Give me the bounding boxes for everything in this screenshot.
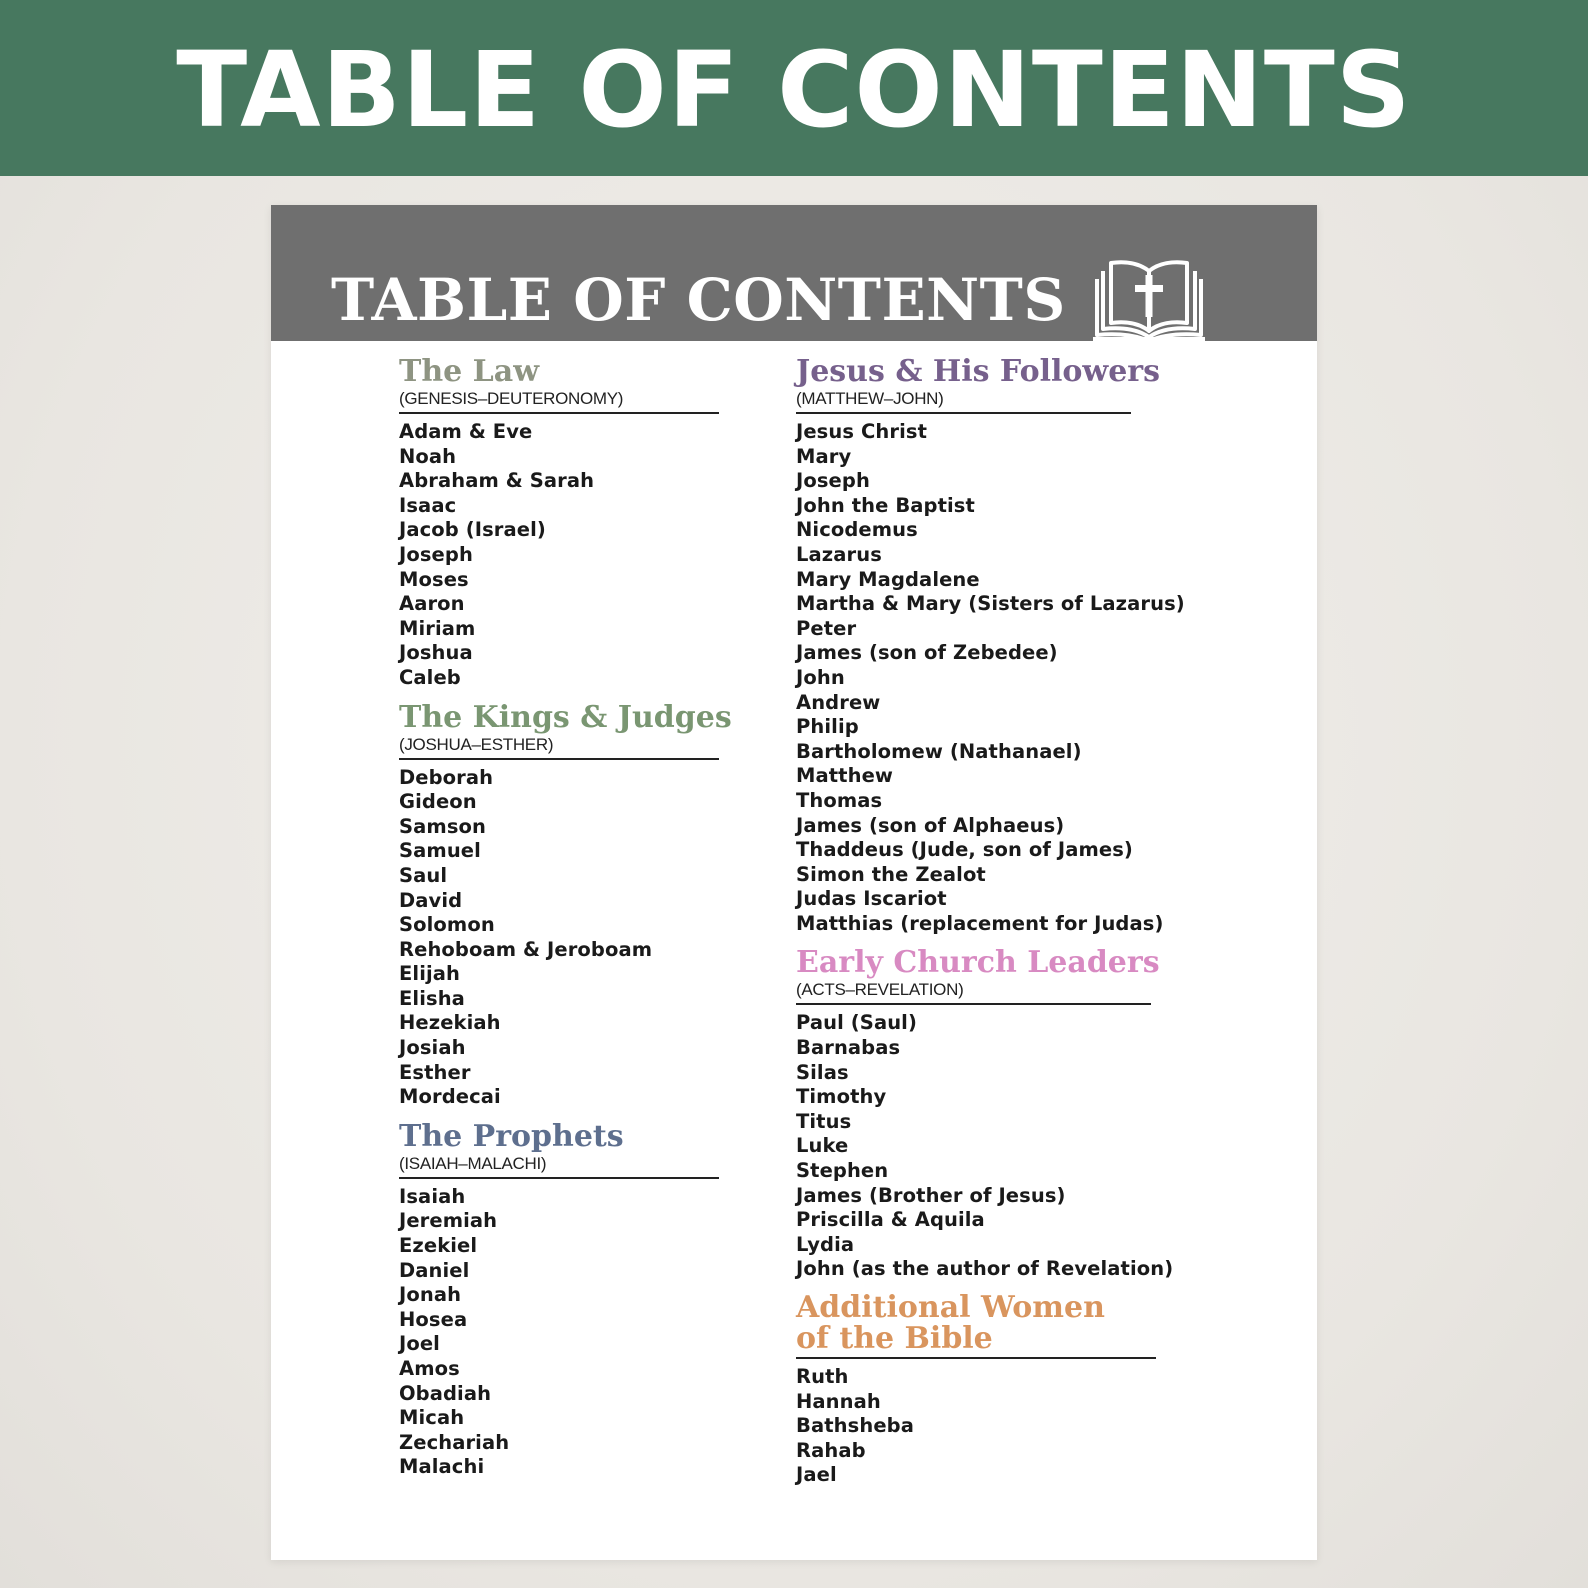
section-divider — [796, 412, 1131, 414]
banner-title: TABLE OF CONTENTS — [176, 29, 1412, 151]
section-early-church — [796, 945, 1174, 1282]
list-item: Matthias (replacement for Judas) — [796, 911, 1164, 935]
list-item: James (son of Alphaeus) — [796, 813, 1065, 837]
list-item: Moses — [399, 567, 469, 591]
list-item: Thaddeus (Jude, son of James) — [796, 838, 1133, 862]
section-divider — [399, 412, 719, 414]
list-item: Jeremiah — [399, 1209, 498, 1233]
list-item: Ruth — [796, 1365, 849, 1388]
list-item: Thomas — [796, 788, 883, 812]
section-title: The Prophets — [399, 1118, 624, 1154]
list-item: Philip — [796, 715, 859, 739]
list-item: Stephen — [796, 1159, 889, 1183]
list-item: Judas Iscariot — [796, 887, 947, 911]
list-item: Barnabas — [796, 1036, 901, 1060]
list-item: Lazarus — [796, 542, 882, 566]
list-item: Joseph — [399, 542, 473, 566]
list-item: Matthew — [796, 764, 894, 788]
list-item: Solomon — [399, 913, 495, 937]
section-jesus-followers — [796, 354, 1185, 936]
list-item: Adam & Eve — [399, 420, 533, 443]
section-subtitle: (GENESIS–DEUTERONOMY) — [399, 389, 624, 408]
list-item: Titus — [796, 1109, 852, 1133]
list-item: Samson — [399, 814, 487, 838]
list-item: Mordecai — [399, 1085, 501, 1109]
section-subtitle: (ACTS–REVELATION) — [796, 980, 964, 1000]
section-list — [399, 420, 719, 691]
list-item: Saul — [399, 863, 448, 887]
page-header — [271, 205, 1317, 341]
list-item: Caleb — [399, 665, 461, 689]
list-item: Hannah — [796, 1389, 881, 1413]
section-title: The Kings & Judges — [399, 699, 732, 735]
list-item: Gideon — [399, 790, 477, 814]
list-item: Bartholomew (Nathanael) — [796, 739, 1082, 763]
list-item: John — [796, 665, 845, 689]
section-divider — [796, 1357, 1156, 1359]
list-item: Jael — [796, 1463, 837, 1487]
list-item: Timothy — [796, 1085, 887, 1109]
list-item: James (Brother of Jesus) — [796, 1183, 1066, 1207]
list-item: Jacob (Israel) — [399, 518, 546, 542]
list-item: Ezekiel — [399, 1234, 478, 1258]
section-additional-women — [796, 1292, 1166, 1488]
list-item: Aaron — [399, 592, 465, 616]
list-item: Simon the Zealot — [796, 862, 986, 886]
list-item: Peter — [796, 616, 857, 640]
list-item: Isaiah — [399, 1184, 466, 1208]
list-item: Malachi — [399, 1455, 485, 1479]
list-item: Zechariah — [399, 1430, 510, 1454]
section-list — [796, 420, 1185, 936]
list-item: Abraham & Sarah — [399, 469, 595, 493]
banner — [0, 0, 1588, 176]
list-item: Elijah — [399, 962, 461, 986]
section-title-line-2: of the Bible — [796, 1321, 993, 1356]
list-item: Mary Magdalene — [796, 567, 980, 591]
list-item: Mary — [796, 444, 852, 468]
right-column — [796, 354, 1185, 1498]
section-title: The Law — [399, 354, 540, 389]
list-item: James (son of Zebedee) — [796, 641, 1058, 665]
list-item: Amos — [399, 1357, 460, 1380]
page-title: TABLE OF CONTENTS — [331, 266, 1066, 334]
section-divider — [399, 758, 719, 760]
list-item: Bathsheba — [796, 1414, 914, 1438]
list-item: Rehoboam & Jeroboam — [399, 937, 653, 961]
list-item: Josiah — [399, 1036, 466, 1060]
list-item: Jesus Christ — [796, 420, 927, 443]
list-item: Joel — [399, 1332, 440, 1356]
section-list — [399, 1185, 719, 1480]
list-item: Martha & Mary (Sisters of Lazarus) — [796, 592, 1185, 616]
list-item: Paul (Saul) — [796, 1011, 917, 1035]
list-item: Priscilla & Aquila — [796, 1208, 985, 1232]
list-item: John the Baptist — [796, 493, 975, 517]
document-page — [271, 205, 1317, 1560]
list-item: John (as the author of Revelation) — [796, 1257, 1174, 1281]
list-item: Nicodemus — [796, 518, 918, 542]
section-subtitle: (ISAIAH–MALACHI) — [399, 1153, 547, 1173]
list-item: Esther — [399, 1060, 471, 1084]
list-item: Isaac — [399, 493, 457, 517]
section-divider — [796, 1003, 1151, 1005]
open-bible-cross-icon — [1093, 253, 1205, 343]
section-the-law — [399, 355, 719, 691]
list-item: Joshua — [399, 641, 473, 665]
list-item: Rahab — [796, 1438, 866, 1462]
list-item: Deborah — [399, 765, 494, 789]
section-list — [796, 1011, 1174, 1282]
section-list — [796, 1365, 1166, 1488]
list-item: Obadiah — [399, 1381, 492, 1405]
list-item: Jonah — [399, 1283, 462, 1307]
section-subtitle: (MATTHEW–JOHN) — [796, 389, 944, 408]
list-item: Hosea — [399, 1307, 468, 1331]
list-item: Joseph — [796, 469, 870, 493]
section-subtitle: (JOSHUA–ESTHER) — [399, 734, 554, 754]
list-item: Miriam — [399, 616, 476, 640]
section-divider — [399, 1177, 719, 1179]
left-column — [399, 354, 732, 1490]
list-item: Micah — [399, 1406, 465, 1430]
list-item: Hezekiah — [399, 1011, 501, 1035]
section-list — [399, 766, 719, 1110]
section-prophets — [399, 1120, 719, 1480]
list-item: Elisha — [399, 986, 465, 1010]
list-item: David — [399, 888, 463, 912]
list-item: Daniel — [399, 1258, 470, 1282]
list-item: Noah — [399, 444, 457, 468]
section-title-line-1: Additional Women — [796, 1290, 1105, 1325]
list-item: Luke — [796, 1134, 849, 1158]
list-item: Lydia — [796, 1232, 855, 1256]
section-title: Early Church Leaders — [796, 945, 1160, 981]
section-title: Jesus & His Followers — [796, 354, 1160, 389]
list-item: Andrew — [796, 690, 881, 714]
list-item: Samuel — [399, 839, 481, 863]
section-kings-judges — [399, 699, 732, 1110]
list-item: Silas — [796, 1060, 849, 1084]
